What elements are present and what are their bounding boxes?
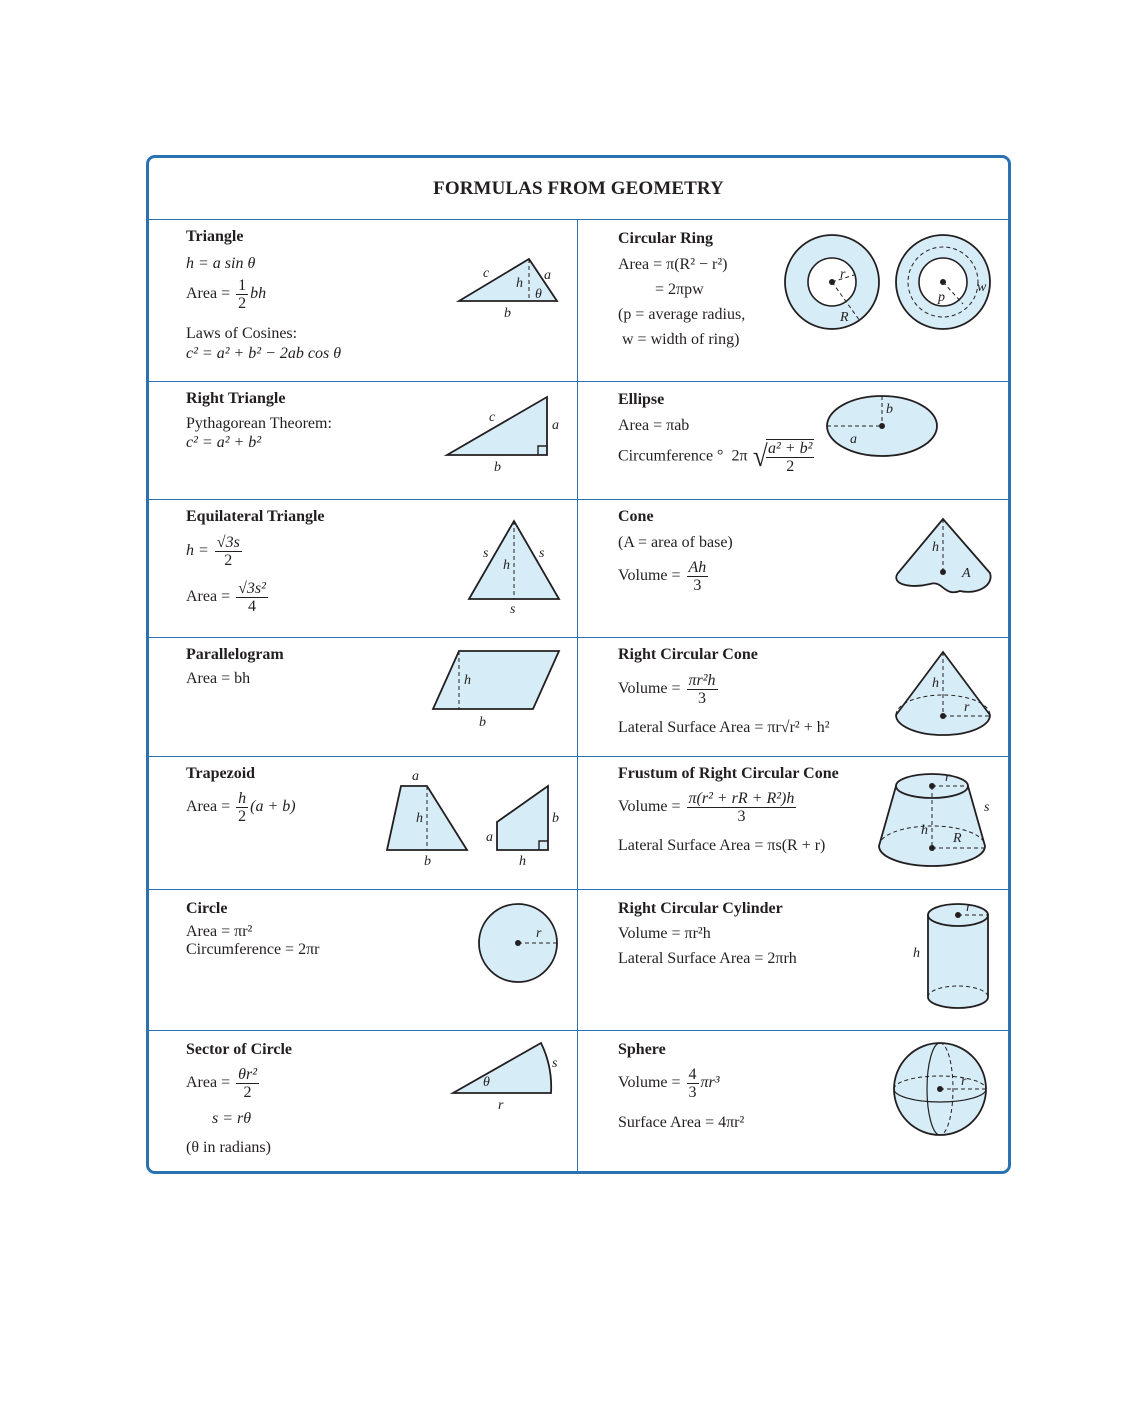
label-r: r bbox=[498, 1098, 504, 1113]
ring-heading: Circular Ring bbox=[618, 230, 713, 247]
sphere-heading: Sphere bbox=[618, 1041, 666, 1058]
label-r: r bbox=[945, 770, 951, 785]
sector-figure bbox=[449, 1040, 569, 1115]
label-A: A bbox=[962, 566, 971, 581]
ring-area-line: Area = π(R² − r²) bbox=[618, 256, 728, 273]
triangle-section bbox=[149, 219, 577, 381]
label-s: s bbox=[984, 800, 990, 815]
triangle-area-formula: Area = $\frac{1}{2}$ bh bbox=[186, 277, 267, 312]
parallelogram-figure bbox=[429, 649, 564, 739]
pythagorean-label: Pythagorean Theorem: bbox=[186, 415, 332, 432]
sphere-section bbox=[578, 1030, 1011, 1174]
label-h: h bbox=[519, 854, 526, 869]
label-b: b bbox=[552, 811, 559, 826]
page-title: FORMULAS FROM GEOMETRY bbox=[433, 178, 724, 199]
equilateral-h-formula: h = $\frac{√3s}{2}$ bbox=[186, 534, 240, 569]
triangle-cosines-label: Laws of Cosines: bbox=[186, 325, 298, 342]
cone-figure bbox=[888, 509, 998, 604]
sector-arc-formula: s = rθ bbox=[212, 1110, 252, 1127]
ring-note-p: (p = average radius, bbox=[618, 306, 746, 323]
frustum-figure bbox=[873, 764, 1003, 876]
circle-circumference: Circumference = 2πr bbox=[186, 941, 320, 958]
ring-area-line-2: = 2πpw bbox=[655, 281, 704, 298]
pythagorean-formula: c² = a² + b² bbox=[186, 434, 262, 451]
triangle-heading: Triangle bbox=[186, 228, 244, 245]
sphere-figure bbox=[893, 1042, 993, 1142]
sector-heading: Sector of Circle bbox=[186, 1041, 293, 1058]
label-theta: θ bbox=[535, 287, 542, 302]
label-b: b bbox=[494, 460, 501, 475]
frustum-lateral: Lateral Surface Area = πs(R + r) bbox=[618, 837, 826, 854]
rc-cone-heading: Right Circular Cone bbox=[618, 646, 758, 663]
label-a: a bbox=[486, 830, 493, 845]
frustum-volume: Volume = $\frac{\text{π(r² + rR + R²)h}}{3}$ bbox=[618, 790, 795, 825]
ellipse-circumference: Circumference ° 2π √ $\frac{\text{a² + b²}}{2}$ bbox=[618, 440, 813, 475]
cylinder-lateral: Lateral Surface Area = 2πrh bbox=[618, 950, 797, 967]
label-r: r bbox=[840, 267, 846, 282]
right-triangle-figure bbox=[439, 389, 569, 474]
ellipse-area: Area = πab bbox=[618, 417, 690, 434]
label-c: c bbox=[483, 266, 490, 281]
label-b: b bbox=[504, 306, 511, 321]
ring-figure bbox=[778, 231, 998, 336]
cone-section bbox=[578, 499, 1011, 637]
ring-note-w: w = width of ring) bbox=[622, 331, 740, 348]
label-s: s bbox=[510, 602, 516, 617]
label-a: a bbox=[552, 418, 559, 433]
label-a: a bbox=[544, 268, 551, 283]
label-r: r bbox=[536, 926, 542, 941]
label-s: s bbox=[483, 546, 489, 561]
cylinder-figure bbox=[898, 899, 998, 1019]
cone-heading: Cone bbox=[618, 508, 654, 525]
ellipse-heading: Ellipse bbox=[618, 391, 665, 408]
trapezoid-figure bbox=[379, 764, 569, 876]
sphere-surface: Surface Area = 4πr² bbox=[618, 1114, 745, 1131]
right-circular-cone-section bbox=[578, 637, 1011, 756]
ellipse-figure bbox=[823, 391, 943, 459]
label-b: b bbox=[479, 715, 486, 730]
label-R: R bbox=[953, 831, 962, 846]
right-triangle-heading: Right Triangle bbox=[186, 390, 286, 407]
label-h: h bbox=[464, 673, 471, 688]
label-c: c bbox=[489, 410, 496, 425]
label-h: h bbox=[932, 676, 939, 691]
circle-section bbox=[149, 889, 577, 1030]
trapezoid-section bbox=[149, 756, 577, 889]
label-R: R bbox=[840, 310, 849, 325]
circle-heading: Circle bbox=[186, 900, 228, 917]
rc-cone-volume: Volume = $\frac{\text{πr²h}}{3}$ bbox=[618, 672, 716, 707]
trapezoid-heading: Trapezoid bbox=[186, 765, 256, 782]
label-h: h bbox=[416, 811, 423, 826]
triangle-cosines-formula: c² = a² + b² − 2ab cos θ bbox=[186, 345, 342, 362]
label-a: a bbox=[850, 432, 857, 447]
sector-area: Area = $\frac{\text{θr²}}{2}$ bbox=[186, 1066, 257, 1101]
circular-ring-section bbox=[578, 219, 1011, 381]
circle-figure bbox=[474, 899, 564, 989]
sector-section bbox=[149, 1030, 577, 1174]
label-h: h bbox=[932, 540, 939, 555]
ellipse-section bbox=[578, 381, 1011, 499]
label-h: h bbox=[516, 276, 523, 291]
label-b: b bbox=[424, 854, 431, 869]
label-s: s bbox=[552, 1056, 558, 1071]
sphere-volume: Volume = $\frac{4}{3}$ πr³ bbox=[618, 1066, 720, 1101]
label-h: h bbox=[503, 558, 510, 573]
triangle-figure bbox=[449, 249, 569, 329]
cylinder-section bbox=[578, 889, 1011, 1030]
equilateral-triangle-section bbox=[149, 499, 577, 637]
frustum-section bbox=[578, 756, 1011, 889]
parallelogram-heading: Parallelogram bbox=[186, 646, 284, 663]
cone-area-note: (A = area of base) bbox=[618, 534, 733, 551]
cylinder-volume: Volume = πr²h bbox=[618, 925, 711, 942]
label-h: h bbox=[913, 946, 920, 961]
frustum-heading: Frustum of Right Circular Cone bbox=[618, 765, 839, 782]
sector-radians-note: (θ in radians) bbox=[186, 1139, 271, 1156]
equilateral-heading: Equilateral Triangle bbox=[186, 508, 325, 525]
label-theta: θ bbox=[483, 1075, 490, 1090]
cone-volume-formula: Volume = $\frac{Ah}{3}$ bbox=[618, 559, 707, 594]
circle-area: Area = πr² bbox=[186, 923, 253, 940]
equilateral-triangle-figure bbox=[459, 509, 569, 619]
label-r: r bbox=[964, 700, 970, 715]
label-h: h bbox=[921, 823, 928, 838]
formula-card bbox=[146, 155, 1011, 1174]
triangle-h-formula: h = a sin θ bbox=[186, 255, 256, 272]
rc-cone-lateral: Lateral Surface Area = πr√r² + h² bbox=[618, 719, 830, 736]
label-r: r bbox=[961, 1074, 967, 1089]
label-w: w bbox=[977, 280, 987, 295]
cylinder-heading: Right Circular Cylinder bbox=[618, 900, 783, 917]
equilateral-area-formula: Area = $\frac{\text{√3s²}}{4}$ bbox=[186, 580, 266, 615]
label-a: a bbox=[412, 769, 419, 784]
label-p: p bbox=[938, 290, 945, 305]
trapezoid-area: Area = $\frac{h}{2}$ (a + b) bbox=[186, 790, 296, 825]
label-b: b bbox=[886, 402, 893, 417]
label-s: s bbox=[539, 546, 545, 561]
parallelogram-area: Area = bh bbox=[186, 670, 251, 687]
right-circular-cone-figure bbox=[888, 647, 998, 742]
parallelogram-section bbox=[149, 637, 577, 756]
label-r: r bbox=[966, 900, 972, 915]
right-triangle-section bbox=[149, 381, 577, 499]
